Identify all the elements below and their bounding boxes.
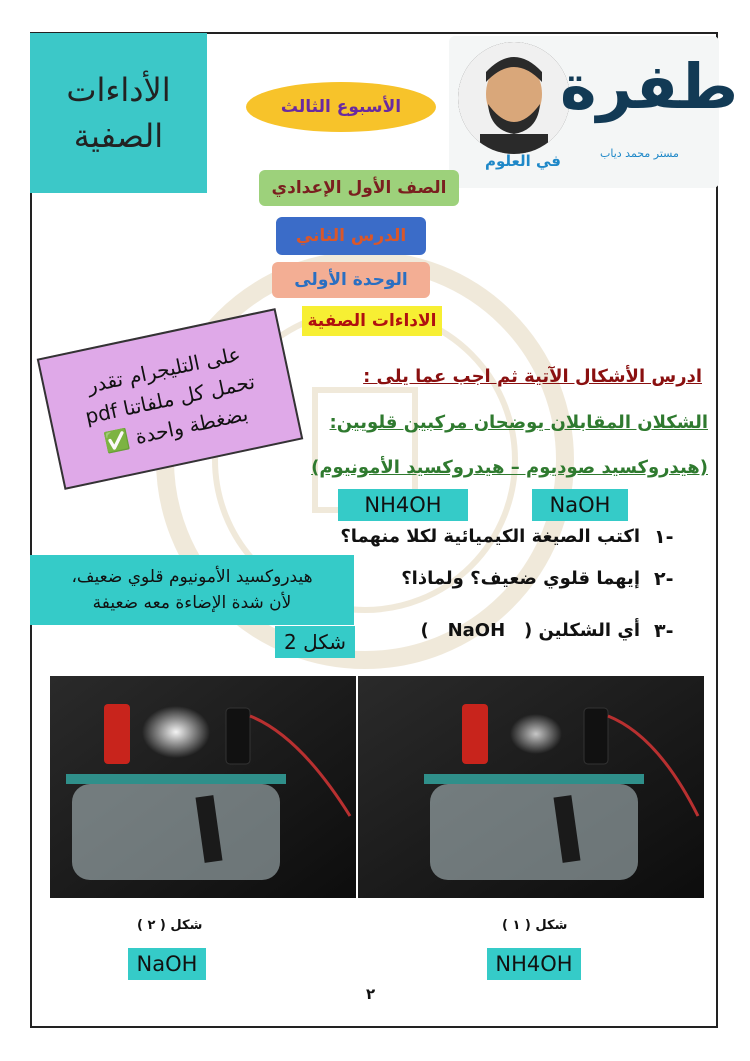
question-item: إيهما قلوي ضعيف؟ ولماذا؟ <box>401 568 640 589</box>
lesson-label: الدرس الثاني <box>276 217 426 255</box>
week-label: الأسبوع الثالث <box>246 82 436 132</box>
unit-label: الوحدة الأولى <box>272 262 430 298</box>
telegram-note-text: على التليجرام تقدر تحمل كل ملفاتنا pdf بضغطة واحدة ✅ <box>83 341 257 456</box>
question-intro: الشكلان المقابلان يوضحان مركبين قلويين: <box>329 412 708 433</box>
question-number: ٣- <box>654 620 674 642</box>
classroom-tools-box: الأداءات الصفية <box>30 33 207 193</box>
question-number: ١- <box>654 526 674 548</box>
question-title: ادرس الأشكال الآتية ثم اجب عما يلى : <box>363 366 702 387</box>
figure-1-formula: NH4OH <box>487 948 581 980</box>
logo-title: طفرة <box>560 50 739 123</box>
formula-tag-nh4oh: NH4OH <box>338 489 468 521</box>
teacher-avatar <box>458 42 570 154</box>
grade-label: الصف الأول الإعدادي <box>259 170 459 206</box>
figure-2-caption: شكل ( ٢ ) <box>137 918 203 933</box>
question-item: أي الشكلين ( NaOH ) <box>420 620 640 641</box>
question-number: ٢- <box>654 568 674 590</box>
figure-1-photo <box>358 676 704 898</box>
teacher-name: مستر محمد دياب <box>600 147 679 160</box>
question-item: اكتب الصيغة الكيميائية لكلا منهما؟ <box>340 526 640 547</box>
question-compounds: (هيدروكسيد صوديوم – هيدروكسيد الأمونيوم) <box>311 457 708 478</box>
answer-shape-tag: شكل 2 <box>275 626 355 658</box>
answer-note: هيدروكسيد الأمونيوم قلوي ضعيف، لأن شدة الإضاءة معه ضعيفة <box>30 555 354 625</box>
logo-subtitle: في العلوم <box>485 152 561 170</box>
figure-1-caption: شكل ( ١ ) <box>502 918 568 933</box>
formula-tag-naoh: NaOH <box>532 489 628 521</box>
page-number: ٢ <box>366 985 376 1003</box>
figure-2-photo <box>50 676 356 898</box>
figure-2-formula: NaOH <box>128 948 206 980</box>
section-label: الاداءات الصفية <box>302 306 442 336</box>
